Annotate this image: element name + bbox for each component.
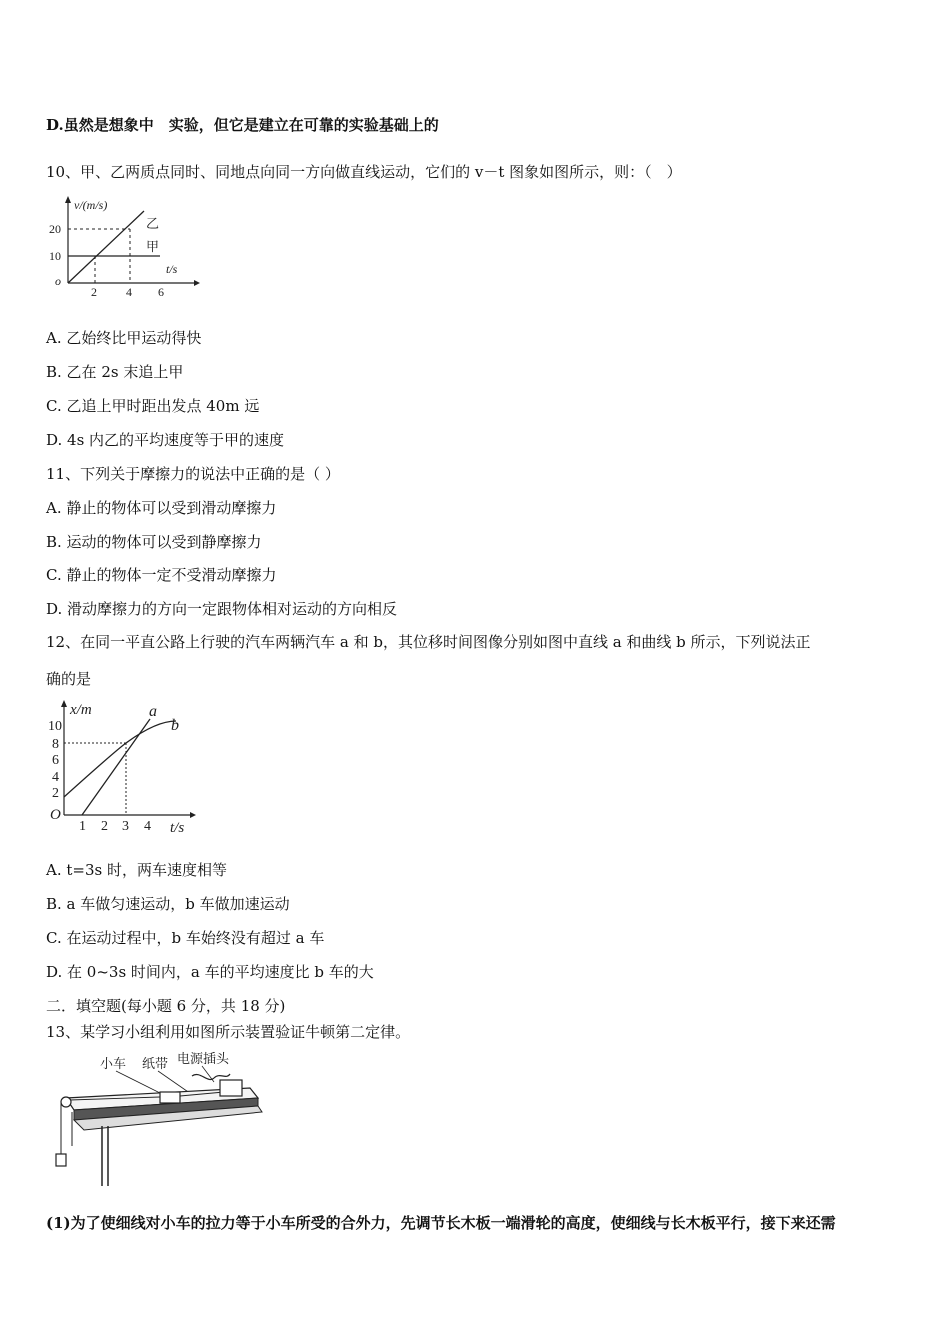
ytick-8: 8: [52, 737, 59, 752]
q12-option-b: B. a 车做匀速运动，b 车做加速运动: [46, 895, 290, 913]
ytick-2: 2: [52, 786, 59, 801]
xtick-6: 6: [158, 285, 164, 298]
section-2-heading: 二．填空题(每小题 6 分，共 18 分): [46, 997, 286, 1015]
xtick-2: 2: [91, 285, 97, 298]
power-cord: [192, 1074, 230, 1080]
label-plug: 电源插头: [177, 1051, 230, 1066]
q12-option-a: A. t=3s 时，两车速度相等: [46, 861, 227, 879]
x-axis-label: t/s: [166, 262, 178, 276]
x-axis-label: t/s: [170, 820, 185, 836]
question-12-cont: 确的是: [46, 670, 92, 688]
ytick-20: 20: [49, 222, 61, 236]
q12-option-c: C. 在运动过程中，b 车始终没有超过 a 车: [46, 929, 325, 947]
leader-car: [116, 1071, 162, 1094]
y-axis-arrow: [65, 196, 71, 203]
y-axis-label: v/(m/s): [74, 198, 108, 212]
curve-b: [64, 721, 176, 797]
q12-option-d: D. 在 0~3s 时间内，a 车的平均速度比 b 车的大: [46, 963, 374, 981]
xtick-4: 4: [144, 819, 151, 834]
cart: [160, 1092, 180, 1103]
q11-option-a: A. 静止的物体可以受到滑动摩擦力: [46, 499, 277, 517]
ytick-10: 10: [48, 719, 62, 734]
xtick-1: 1: [79, 819, 86, 834]
xtick-2: 2: [101, 819, 108, 834]
label-a: a: [149, 703, 157, 720]
q11-option-b: B. 运动的物体可以受到静摩擦力: [46, 533, 262, 551]
label-jia: 甲: [146, 239, 160, 254]
origin-label: O: [50, 807, 61, 823]
option-d-prev: D.虽然是想象中 实验，但它是建立在可靠的实验基础上的: [46, 116, 439, 134]
x-axis-arrow: [190, 812, 196, 818]
timer: [220, 1080, 242, 1096]
xtick-4: 4: [126, 285, 132, 298]
line-yi: [68, 211, 144, 283]
x-axis-arrow: [194, 280, 200, 286]
q11-option-c: C. 静止的物体一定不受滑动摩擦力: [46, 566, 277, 584]
q10-option-a: A. 乙始终比甲运动得快: [46, 329, 202, 347]
label-tape: 纸带: [142, 1056, 169, 1071]
xt-graph: [44, 697, 204, 837]
xtick-3: 3: [122, 819, 129, 834]
y-axis-arrow: [61, 700, 67, 707]
question-13: 13、某学习小组利用如图所示装置验证牛顿第二定律。: [46, 1023, 411, 1041]
q11-option-d: D. 滑动摩擦力的方向一定跟物体相对运动的方向相反: [46, 600, 398, 618]
q13-part-1: (1)为了使细线对小车的拉力等于小车所受的合外力，先调节长木板一端滑轮的高度，使细线与长木板平行，接下来还需: [46, 1214, 836, 1232]
apparatus-figure: [44, 1050, 274, 1190]
q10-option-b: B. 乙在 2s 末追上甲: [46, 363, 184, 381]
question-12: 12、在同一平直公路上行驶的汽车两辆汽车 a 和 b，其位移时间图像分别如图中直线 a 和曲线 b 所示，下列说法正: [46, 633, 811, 651]
pulley: [61, 1097, 71, 1107]
q10-option-d: D. 4s 内乙的平均速度等于甲的速度: [46, 431, 285, 449]
ytick-6: 6: [52, 753, 59, 768]
hanging-weight: [56, 1154, 66, 1166]
ytick-4: 4: [52, 770, 59, 785]
y-axis-label: x/m: [70, 702, 92, 718]
question-10: 10、甲、乙两质点同时、同地点向同一方向做直线运动，它们的 v－t 图象如图所示，则：（ ）: [46, 163, 682, 181]
origin-label: o: [55, 274, 61, 288]
label-b: b: [171, 717, 179, 734]
question-11: 11、下列关于摩擦力的说法中正确的是（ ）: [46, 465, 340, 483]
vt-graph: [44, 193, 204, 298]
label-car: 小车: [100, 1056, 127, 1071]
q10-option-c: C. 乙追上甲时距出发点 40m 远: [46, 397, 260, 415]
ytick-10: 10: [49, 249, 61, 263]
label-yi: 乙: [146, 216, 160, 231]
